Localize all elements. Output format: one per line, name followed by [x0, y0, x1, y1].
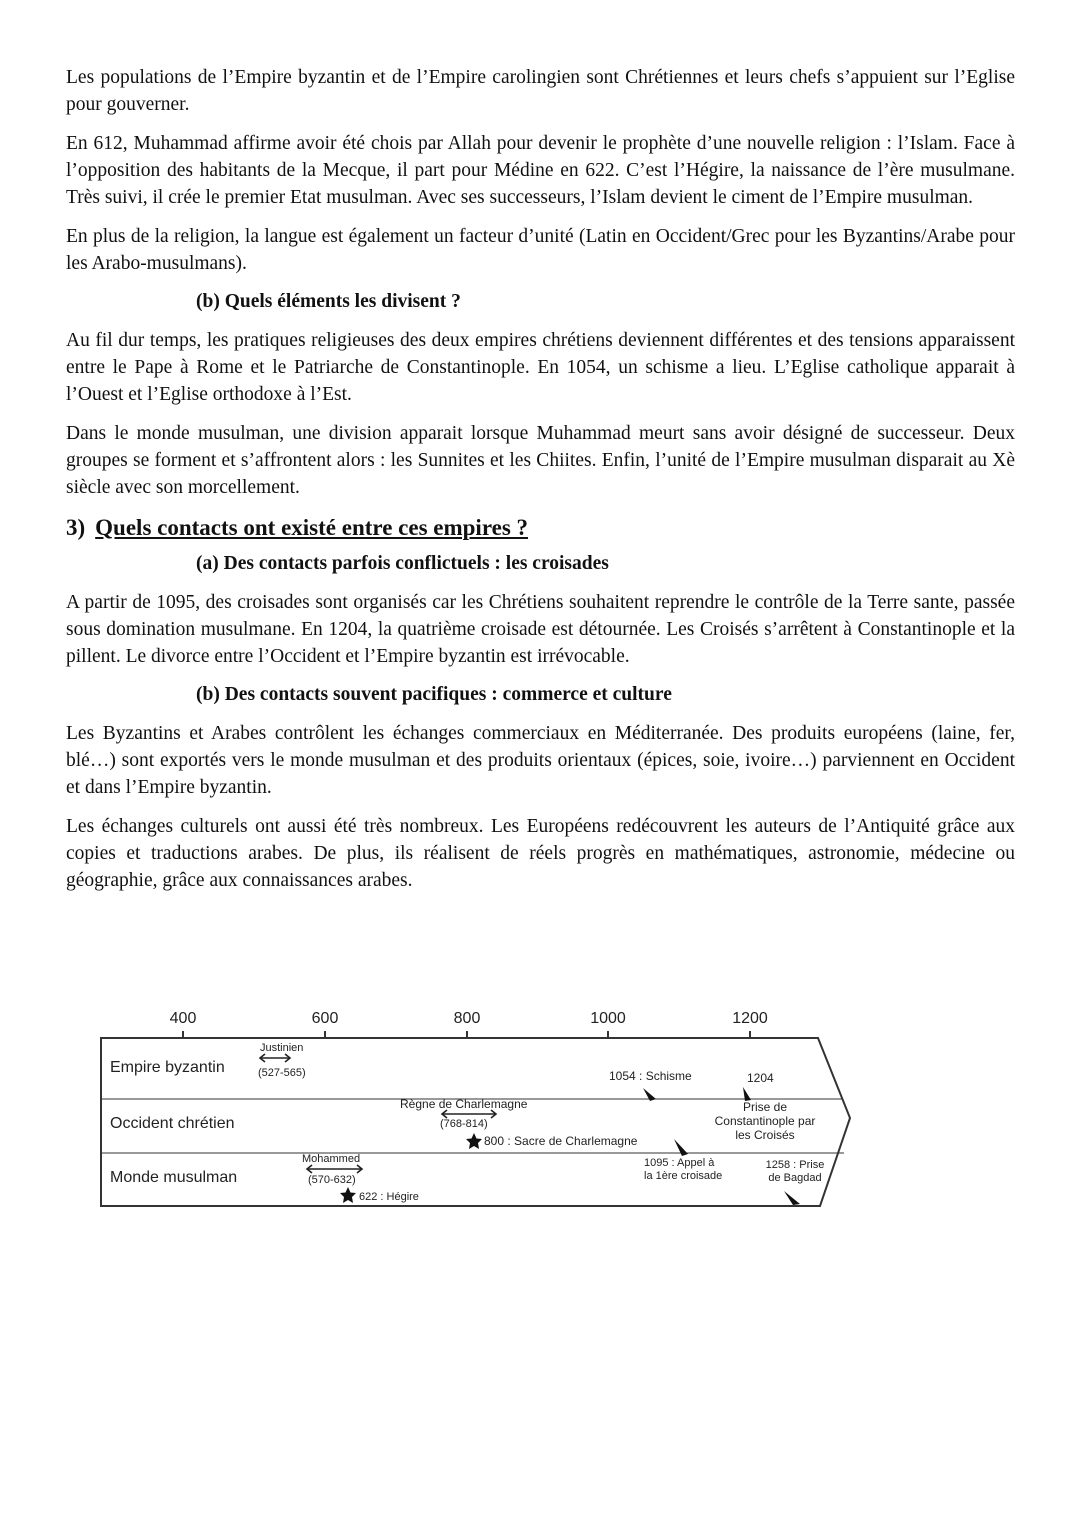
paragraph: Les échanges culturels ont aussi été très nombreux. Les Européens redécouvrent les auteurs de l’Antiquité grâce aux copies et traductions arabes. De plus, ils réalisent de réels progrès en mathématiques, astronomie, médecine ou géographie, grâce aux connaissances arabes. [66, 816, 1015, 891]
event-schisme: 1054 : Schisme [609, 1069, 692, 1083]
event-prise-constantinople: Prise de Constantinople par les Croisés [714, 1100, 816, 1142]
bagdad-pointer [784, 1191, 800, 1205]
star-800 [466, 1133, 482, 1149]
event-prise-bagdad: 1258 : Prise de Bagdad [765, 1159, 825, 1184]
event-justinien-dates: (527-565) [258, 1067, 306, 1079]
paragraph: En 612, Muhammad affirme avoir été chois par Allah pour devenir le prophète d’une nouvelle religion : l’Islam. Face à l’opposition des habitants de la Mecque, il part pour Médine en 622. C’est l’Hégire, la naissance de l’ère musulmane. Très suivi, il crée le premier Etat musulman. Avec ses successeurs, l’Islam devient le ciment de l’Empire musulman. [66, 133, 1015, 208]
event-justinien: Justinien [260, 1042, 304, 1054]
subheading-commerce: (b) Des contacts souvent pacifiques : commerce et culture [196, 684, 672, 705]
paragraph: En plus de la religion, la langue est également un facteur d’unité (Latin en Occident/Grec pour les Byzantins/Arabe pour les Arabo-musulmans). [66, 226, 1015, 274]
section-heading [66, 513, 1015, 543]
section-number: 3) [66, 515, 86, 540]
tick-label-600: 600 [311, 1010, 339, 1027]
event-appel-croisade: 1095 : Appel à la 1ère croisade [644, 1157, 723, 1182]
document-body [66, 64, 1015, 906]
event-hegire: 622 : Hégire [359, 1191, 419, 1203]
subheading-divisions: (b) Quels éléments les divisent ? [196, 291, 461, 312]
event-mohammed-dates: (570-632) [308, 1174, 356, 1186]
row-label-musulman: Monde musulman [110, 1169, 238, 1186]
timeline-figure [100, 1008, 860, 1213]
paragraph: Les populations de l’Empire byzantin et de l’Empire carolingien sont Chrétiennes et leurs chefs s’appuient sur l’Eglise pour gouverner. [66, 67, 1015, 115]
tick-label-800: 800 [453, 1010, 481, 1027]
row-label-byzantin: Empire byzantin [110, 1059, 225, 1076]
event-regne-charlemagne: Règne de Charlemagne [400, 1097, 528, 1111]
star-622 [340, 1187, 356, 1203]
tick-label-400: 400 [169, 1010, 197, 1027]
event-sacre: 800 : Sacre de Charlemagne [484, 1134, 638, 1148]
subheading-croisades: (a) Des contacts parfois conflictuels : les croisades [196, 553, 609, 574]
event-1204: 1204 [747, 1071, 774, 1085]
event-mohammed: Mohammed [302, 1153, 361, 1165]
row-label-occident: Occident chrétien [110, 1115, 235, 1132]
paragraph: Dans le monde musulman, une division apparait lorsque Muhammad meurt sans avoir désigné de successeur. Deux groupes se forment et s’affrontent alors : les Sunnites et les Chiites. Enfin, l’unité de l’Empire musulman disparait au Xè siècle avec son morcellement. [66, 423, 1015, 498]
paragraph: Les Byzantins et Arabes contrôlent les échanges commerciaux en Méditerranée. Des produits européens (laine, fer, blé…) sont exportés vers le monde musulman et des produits orientaux (épices, soie, ivoire…) parviennent en Occident et dans l’Empire byzantin. [66, 723, 1015, 798]
paragraph: Au fil dur temps, les pratiques religieuses des deux empires chrétiens deviennent différentes et des tensions apparaissent entre le Pape à Rome et le Patriarche de Constantinople. En 1054, un schisme a lieu. L’Eglise catholique apparait à l’Ouest et l’Eglise orthodoxe à l’Est. [66, 330, 1015, 405]
event-regne-dates: (768-814) [440, 1118, 488, 1130]
tick-label-1000: 1000 [590, 1010, 626, 1027]
tick-label-1200: 1200 [732, 1010, 768, 1027]
section-title: Quels contacts ont existé entre ces empires ? [95, 515, 529, 540]
paragraph: A partir de 1095, des croisades sont organisés car les Chrétiens souhaitent reprendre le contrôle de la Terre sante, passée sous domination musulmane. En 1204, la quatrième croisade est détournée. Les Croisés s’arrêtent à Constantinople et la pillent. Le divorce entre l’Occident et l’Empire byzantin est irrévocable. [66, 592, 1015, 667]
